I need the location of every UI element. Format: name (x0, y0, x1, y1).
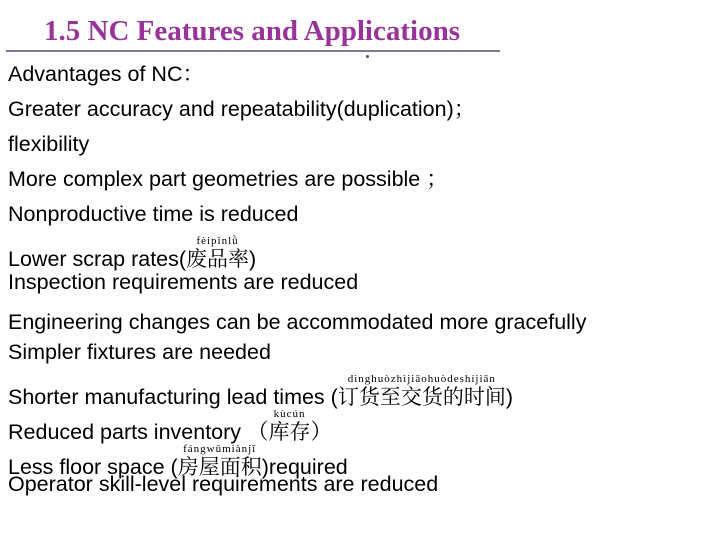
title-underline (6, 50, 500, 52)
pinyin-annotation: fèipǐnlǜ (186, 235, 250, 247)
item-text: Less floor space ( (8, 455, 178, 479)
advantages-heading: Advantages of NC： (8, 62, 204, 86)
chinese-term (186, 235, 250, 271)
advantage-flexibility: flexibility (8, 132, 90, 156)
chinese-characters: 废品率 (186, 247, 250, 271)
advantage-simpler-fixtures: Simpler fixtures are needed (8, 340, 271, 364)
chinese-characters: 库存 (268, 420, 311, 444)
advantage-nonproductive-time: Nonproductive time is reduced (8, 202, 299, 226)
advantage-complex-geometries: More complex part geometries are possible ； (8, 167, 448, 191)
slide-title: 1.5 NC Features and Applications (44, 15, 460, 47)
chinese-term (337, 373, 506, 409)
chinese-term (268, 408, 311, 444)
advantage-engineering-changes: Engineering changes can be accommodated more gracefully (8, 310, 587, 334)
item-text: Shorter manufacturing lead times ( (8, 385, 338, 409)
item-text-suffix: ) (505, 385, 513, 409)
item-text: Reduced parts inventory （ (8, 420, 269, 444)
chinese-characters: 房屋面积 (177, 455, 262, 479)
advantage-accuracy: Greater accuracy and repeatability(duplication)； (8, 97, 476, 121)
stray-dot (366, 55, 369, 58)
pinyin-annotation: dìnghuòzhìjiāohuòdeshíjiān (337, 373, 506, 385)
pinyin-annotation: kùcún (268, 408, 311, 420)
advantage-inspection: Inspection requirements are reduced (8, 270, 359, 294)
item-text-suffix: )required (261, 455, 348, 479)
item-text: Lower scrap rates( (8, 247, 187, 271)
advantage-scrap-rates (8, 235, 256, 272)
item-text-suffix: ) (249, 247, 257, 271)
item-text-suffix: ） (310, 420, 333, 444)
pinyin-annotation: fángwūmiànjī (177, 443, 262, 455)
advantage-parts-inventory (8, 408, 332, 445)
advantage-operator-skill: Operator skill-level requirements are reduced (8, 472, 439, 496)
chinese-characters: 订货至交货的时间 (337, 385, 506, 409)
advantage-lead-times (8, 373, 513, 410)
